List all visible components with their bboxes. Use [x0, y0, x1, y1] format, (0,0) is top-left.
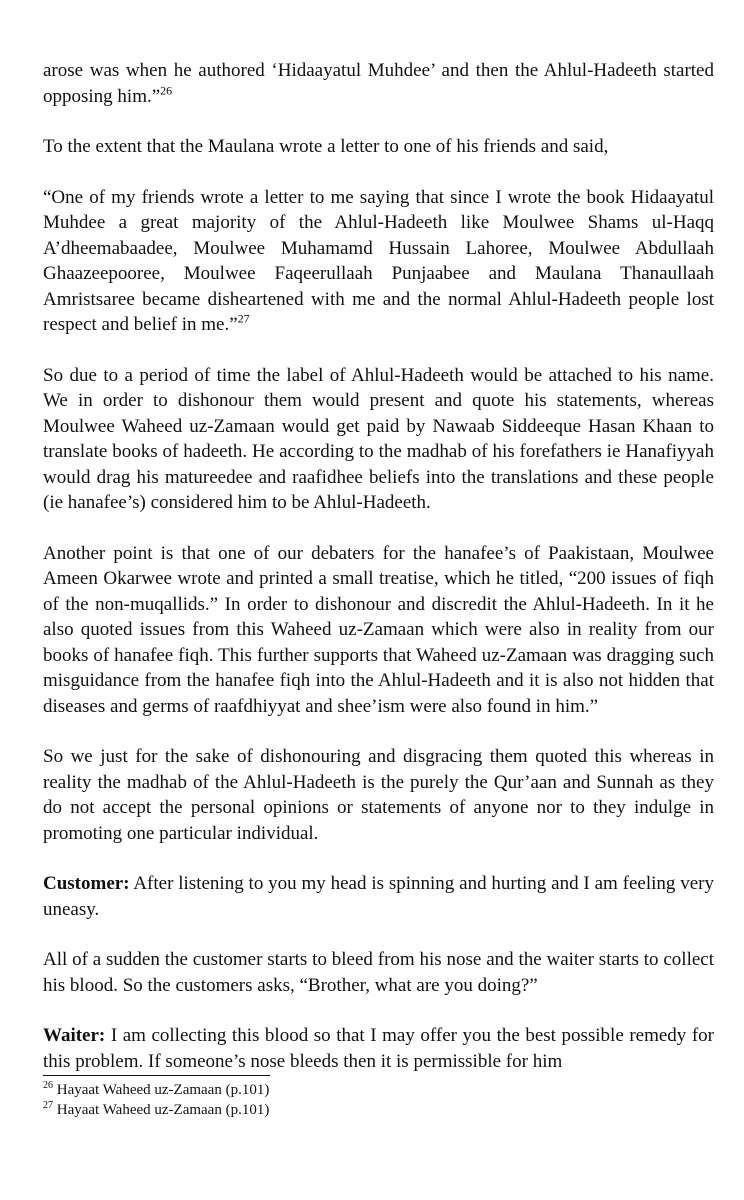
- paragraph-6: [43, 744, 714, 846]
- paragraph-text: All of a sudden the customer starts to bleed from his nose and the waiter starts to collect his blood. So the customers asks, “Brother, what are you doing?”: [43, 949, 714, 996]
- paragraph-text: arose was when he authored ‘Hidaayatul Muhdee’ and then the Ahlul-Hadeeth started opposing him.”: [43, 60, 714, 107]
- paragraph-5: [43, 541, 714, 720]
- paragraph-4: [43, 363, 714, 516]
- paragraph-text: I am collecting this blood so that I may offer you the best possible remedy for this problem. If someone’s nose bleeds then it is permissible for him: [43, 1025, 714, 1072]
- paragraph-1: [43, 58, 714, 109]
- paragraph-8: [43, 947, 714, 998]
- page-body: [43, 58, 714, 1074]
- paragraph-customer: [43, 871, 714, 922]
- footnote-ref-26: 26: [160, 83, 173, 98]
- footnote-number: 27: [43, 1100, 53, 1111]
- footnote-text: Hayaat Waheed uz-Zamaan (p.101): [53, 1102, 270, 1118]
- paragraph-2: [43, 134, 714, 160]
- paragraph-3-quote: [43, 185, 714, 338]
- footnotes: [43, 1080, 714, 1120]
- footnote-26: [43, 1080, 714, 1100]
- footnote-text: Hayaat Waheed uz-Zamaan (p.101): [53, 1082, 270, 1098]
- speaker-label: Customer:: [43, 873, 130, 894]
- footnote-divider: [43, 1075, 270, 1076]
- paragraph-text: After listening to you my head is spinning and hurting and I am feeling very uneasy.: [43, 873, 714, 920]
- footnote-ref-27: 27: [237, 311, 250, 326]
- paragraph-text: “One of my friends wrote a letter to me saying that since I wrote the book Hidaayatul Muhdee a great majority of the Ahlul-Hadeeth like Moulwee Shams ul-Haqq A’dheemabaadee, Moulwee Muhamamd Hussain Lahoree, Moulwee Abdullaah Ghaazeepooree, Moulwee Faqeerullaah Punjaabee and Maulana Thanaullaah Amristsaree became disheartened with me and the normal Ahlul-Hadeeth people lost respect and belief in me.”: [43, 186, 714, 335]
- paragraph-waiter: [43, 1023, 714, 1074]
- paragraph-text: So due to a period of time the label of Ahlul-Hadeeth would be attached to his name. We in order to dishonour them would present and quote his statements, whereas Moulwee Waheed uz-Zamaan would get paid by Nawaab Siddeeque Hasan Khaan to translate books of hadeeth. He according to the madhab of his forefathers ie Hanafiyyah would drag his matureedee and raafidhee beliefs into the translations and these people (ie hanafee’s) considered him to be Ahlul-Hadeeth.: [43, 364, 714, 513]
- footnote-27: [43, 1100, 714, 1120]
- footnote-number: 26: [43, 1080, 53, 1091]
- paragraph-text: So we just for the sake of dishonouring and disgracing them quoted this whereas in reality the madhab of the Ahlul-Hadeeth is the purely the Qur’aan and Sunnah as they do not accept the personal opinions or statements of anyone nor to they indulge in promoting one particular individual.: [43, 746, 714, 844]
- paragraph-text: Another point is that one of our debaters for the hanafee’s of Paakistaan, Moulwee Ameen Okarwee wrote and printed a small treatise, which he titled, “200 issues of fiqh of the non-muqallids.” In order to dishonour and discredit the Ahlul-Hadeeth. In it he also quoted issues from this Waheed uz-Zamaan which were also in reality from our books of hanafee fiqh. This further supports that Waheed uz-Zamaan was dragging such misguidance from the hanafee fiqh into the Ahlul-Hadeeth and it is also not hidden that diseases and germs of raafdhiyyat and shee’ism were also found in him.”: [43, 542, 714, 717]
- speaker-label: Waiter:: [43, 1025, 106, 1046]
- paragraph-text: To the extent that the Maulana wrote a letter to one of his friends and said,: [43, 136, 609, 157]
